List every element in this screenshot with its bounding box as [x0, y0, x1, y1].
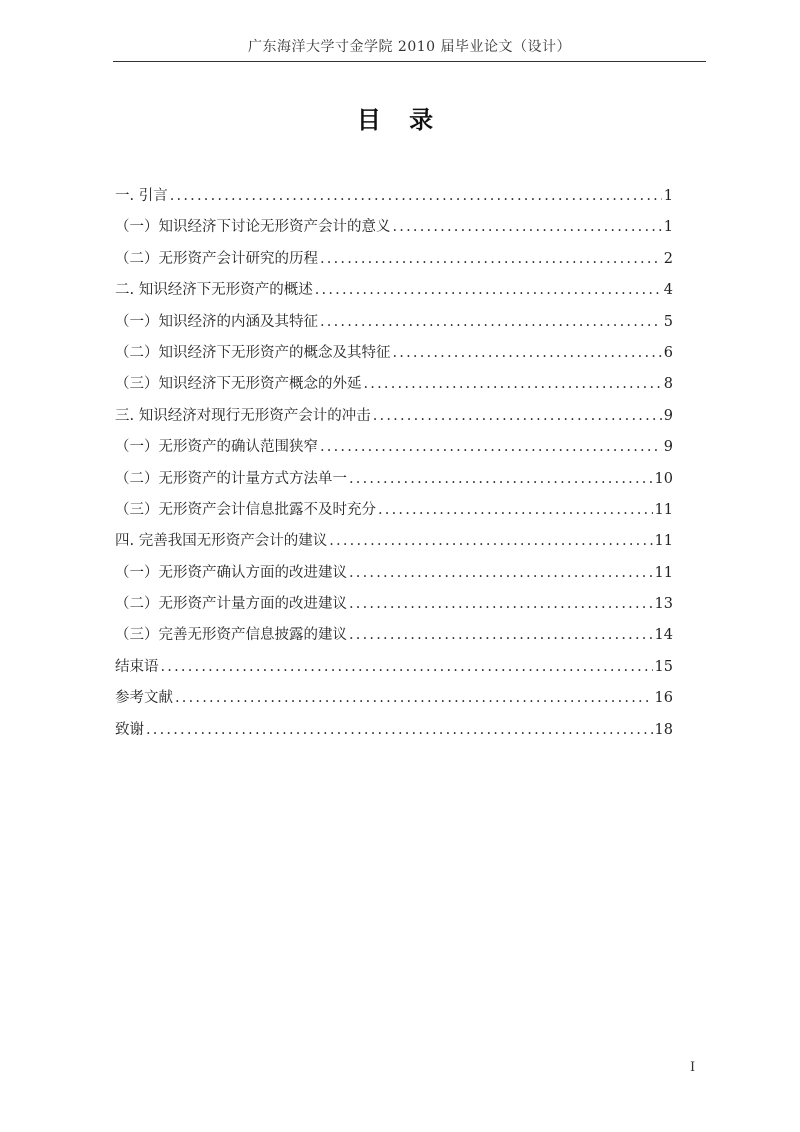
toc-entry-page: 6: [663, 344, 673, 361]
toc-entry-label: （一）无形资产确认方面的改进建议: [115, 564, 347, 581]
toc-entry-label: （二）无形资产会计研究的历程: [115, 250, 318, 267]
toc-leader-dots: [349, 471, 653, 487]
toc-entry-label: 致谢: [115, 721, 144, 738]
toc-leader-dots: [349, 565, 653, 581]
toc-entry[interactable]: [115, 498, 673, 529]
toc-entry[interactable]: [115, 623, 673, 654]
toc-entry-label: 参考文献: [115, 690, 173, 707]
toc-entry-page: 18: [654, 721, 673, 738]
toc-entry-page: 10: [654, 470, 673, 487]
toc-entry-page: 1: [663, 219, 673, 236]
toc-entry[interactable]: [115, 718, 673, 749]
toc-leader-dots: [349, 627, 653, 643]
toc-entry-page: 4: [663, 282, 673, 299]
header-rule: [113, 61, 706, 62]
page-title: 目 录: [356, 106, 444, 134]
toc-entry[interactable]: [115, 686, 673, 717]
toc-leader-dots: [393, 219, 662, 235]
toc-entry-label: （一）知识经济的内涵及其特征: [115, 313, 318, 330]
toc-entry-page: 5: [663, 313, 673, 330]
toc-entry-page: 11: [654, 533, 673, 550]
toc-leader-dots: [320, 251, 662, 267]
toc-entry-page: 8: [663, 376, 673, 393]
toc-leader-dots: [320, 314, 662, 330]
toc-entry-label: （二）知识经济下无形资产的概念及其特征: [115, 344, 391, 361]
toc-entry-page: 13: [654, 596, 673, 613]
toc-entry-label: 二. 知识经济下无形资产的概述: [115, 282, 313, 299]
toc-entry[interactable]: [115, 372, 673, 403]
toc-entry-page: 11: [654, 564, 673, 581]
toc-leader-dots: [175, 690, 653, 706]
toc-entry-page: 11: [654, 501, 673, 518]
toc-entry-label: （一）无形资产的确认范围狭窄: [115, 439, 318, 456]
toc-entry[interactable]: [115, 561, 673, 592]
toc-entry[interactable]: [115, 341, 673, 372]
toc-entry-label: （三）完善无形资产信息披露的建议: [115, 627, 347, 644]
toc-entry-page: 1: [663, 188, 673, 204]
toc-entry-label: 结束语: [115, 658, 159, 675]
toc-entry-label: （二）无形资产的计量方式方法单一: [115, 470, 347, 487]
page-number: I: [690, 1060, 696, 1075]
toc-entry-label: （二）无形资产计量方面的改进建议: [115, 596, 347, 613]
toc-entry[interactable]: [115, 310, 673, 341]
running-header: 广东海洋大学寸金学院 2010 届毕业论文（设计）: [247, 39, 572, 55]
toc-entry[interactable]: [115, 435, 673, 466]
toc-entry[interactable]: [115, 529, 673, 560]
toc-entry-page: 2: [663, 250, 673, 267]
toc-leader-dots: [170, 188, 662, 204]
toc-entry[interactable]: [115, 467, 673, 498]
toc-entry-page: 9: [663, 407, 673, 424]
toc-entry[interactable]: [115, 278, 673, 309]
toc-leader-dots: [378, 502, 653, 518]
toc-leader-dots: [349, 596, 653, 612]
toc-entry[interactable]: [115, 215, 673, 246]
toc-leader-dots: [329, 533, 652, 549]
toc-entry[interactable]: [115, 592, 673, 623]
toc-entry-page: 15: [654, 658, 673, 675]
toc-leader-dots: [364, 376, 662, 392]
toc-leader-dots: [320, 439, 662, 455]
toc-entry-page: 14: [654, 627, 673, 644]
toc-entry-label: 一. 引言: [115, 188, 168, 204]
toc-entry[interactable]: [115, 247, 673, 278]
toc-leader-dots: [315, 282, 662, 298]
table-of-contents: [115, 184, 673, 749]
toc-leader-dots: [373, 408, 662, 424]
toc-entry-label: 三. 知识经济对现行无形资产会计的冲击: [115, 407, 371, 424]
toc-entry-page: 16: [654, 690, 673, 707]
toc-entry-page: 9: [663, 439, 673, 456]
toc-entry-label: 四. 完善我国无形资产会计的建议: [115, 533, 328, 550]
toc-entry-label: （三）知识经济下无形资产概念的外延: [115, 376, 362, 393]
toc-leader-dots: [146, 722, 653, 738]
toc-entry[interactable]: [115, 184, 673, 215]
toc-entry[interactable]: [115, 655, 673, 686]
toc-leader-dots: [393, 345, 662, 361]
toc-entry-label: （三）无形资产会计信息批露不及时充分: [115, 501, 376, 518]
toc-entry-label: （一）知识经济下讨论无形资产会计的意义: [115, 219, 391, 236]
toc-leader-dots: [161, 659, 653, 675]
toc-entry[interactable]: [115, 404, 673, 435]
